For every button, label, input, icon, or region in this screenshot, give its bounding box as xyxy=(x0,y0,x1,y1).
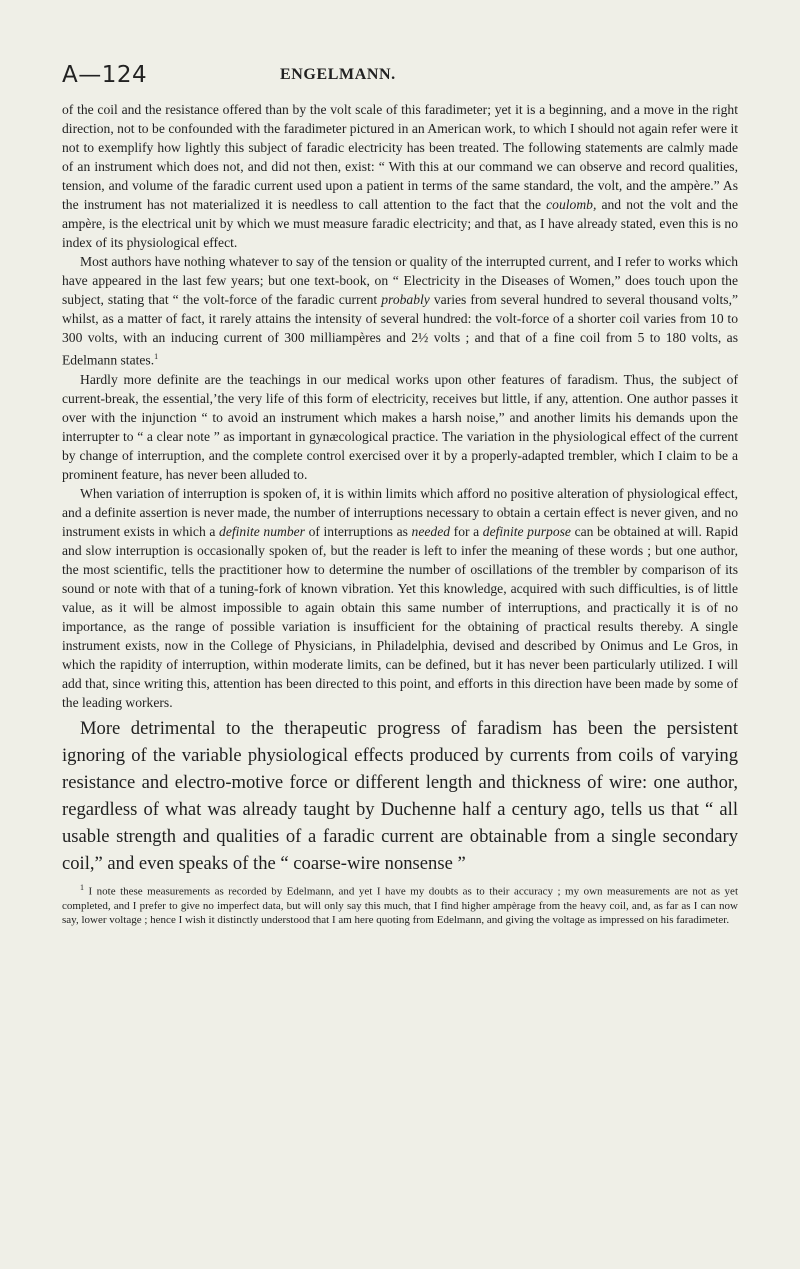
footnote-text: I note these measurements as recorded by Edelmann, and yet I have my doubts as to their accuracy ; my own measurements are not as yet completed, and I prefer to give no imperfect data, but will only say this much, that I find higher ampèrage from the heavy coil, and, as far as I can now say, lower voltage ; hence I wish it distinctly understood that I am here quoting from Edelmann, and giving the voltage as impressed on his faradimeter. xyxy=(62,885,738,926)
footnote-reference: 1 xyxy=(154,352,159,361)
italic-term: needed xyxy=(411,523,451,539)
italic-term: coulomb, xyxy=(546,197,597,212)
body-text xyxy=(62,100,738,877)
italic-term: definite number xyxy=(219,523,305,539)
running-title: ENGELMANN. xyxy=(280,66,396,83)
paragraph-1: of the coil and the resistance offered than by the volt scale of this faradimeter; yet it is a beginning, and a move in the right direction, not to be confounded with the faradimeter pictured in an American work, to which I should not again refer were it not to exemplify how lightly this subject of faradic electricity has been treated. The following statements are calmly made of an instrument which does not, and did not then, exist: “ With this at our command we can observe and record qualities, tension, and volume of the faradic current used upon a patient in terms of the same standard, the volt, and the ampère.” As the instrument has not materialized it is needless to call attention to the fact that the coulomb, and not the volt and the ampère, is the electrical unit by which we must measure faradic electricity; and that, as I have already stated, even this is no index of its physiological effect. xyxy=(62,102,738,250)
paragraph-4: When variation of interruption is spoken of, it is within limits which afford no positive alteration of physiological effect, and a definite assertion is never made, the number of interruptions necessary to obtain a certain effect is never given, and no instrument exists in which a definite number of interruptions as needed for a definite purpose can be obtained at will. Rapid and slow interruption is occasionally spoken of, but the reader is left to infer the meaning of these words ; but one author, the most scientific, tells the practitioner how to determine the number of oscillations of the trembler by comparison of its sound or note with that of a tuning-fork of known vibration. Yet this knowledge, acquired with such difficulties, is of little value, as it will be almost impossible to again obtain this same number of interruptions, and practically it is of no importance, as the range of possible variation is insufficient for the obtaining of practical results thereby. A single instrument exists, now in the College of Physicians, in Philadelphia, devised and described by Onimus and Le Gros, in which the rapidity of interruption, within moderate limits, can be defined, but it has never been particularly utilized. I will add that, since writing this, attention has been directed to this point, and efforts in this direction have been made by some of the leading workers. xyxy=(62,485,738,710)
paragraph-5-large-type: More detrimental to the therapeutic progress of faradism has been the persistent ignoring of the variable physiological effects produced by currents from coils of varying resistance and electro-motive force or different length and thickness of wire: one author, regardless of what was already taught by Duchenne half a century ago, tells us that “ all usable strength and qualities of a faradic current are obtainable from a single secondary coil,” and even speaks of the “ coarse-wire nonsense ” xyxy=(62,717,738,874)
italic-term: definite purpose xyxy=(482,523,571,539)
paragraph-3: Hardly more definite are the teachings in our medical works upon other features of faradism. Thus, the subject of current-break, the essential,ʼthe very life of this form of electricity, receives but little, if any, attention. One author passes it over with the injunction “ to avoid an instrument which makes a harsh noise,” and another limits his demands upon the interrupter to “ a clear note ” as important in gynæcological practice. The variation in the physiological effect of the current by change of interruption, and the complete control exercised over it by a properly-adapted trembler, which I claim to be a prominent feature, has never been alluded to. xyxy=(62,371,738,482)
footnote-marker: 1 xyxy=(80,882,84,892)
book-page xyxy=(62,60,738,927)
italic-term: probably xyxy=(381,292,430,307)
paragraph-2: Most authors have nothing whatever to say of the tension or quality of the interrupted current, and I refer to works which have appeared in the last few years; but one text-book, on “ Electricity in the Diseases of Women,” does touch upon the subject, stating that “ the volt-force of the faradic current probably varies from several hundred to several thousand volts,” whilst, as a matter of fact, it rarely attains the intensity of several hundred: the volt-force of a shorter coil varies from 10 to 300 volts, with an inducing current of 300 milliampères and 2½ volts ; and that of a fine coil from 5 to 180 volts, as Edelmann states.$^1$ xyxy=(62,254,739,368)
page-number: A—124 xyxy=(62,62,148,88)
running-head xyxy=(62,60,738,100)
footnote xyxy=(62,881,738,928)
